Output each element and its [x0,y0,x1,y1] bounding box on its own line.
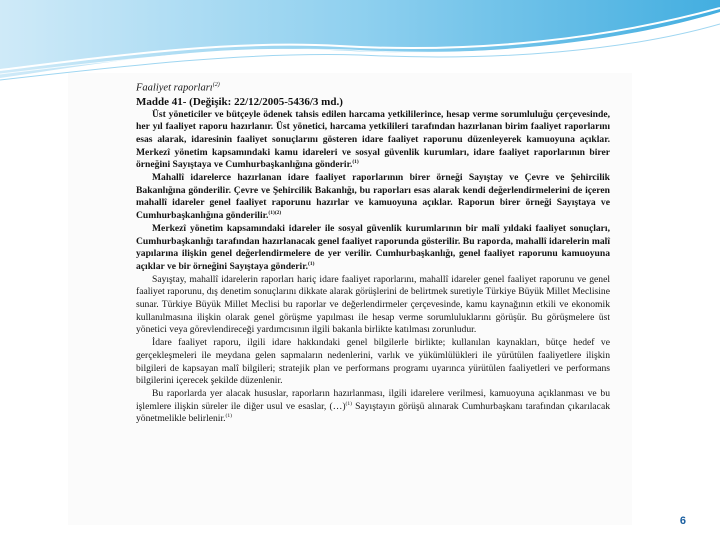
scanned-document [68,73,632,525]
page-number: 6 [679,515,686,527]
article-title: Madde 41- (Değişik: 22/12/2005-5436/3 md.) [136,95,343,108]
heading-italic: Faaliyet raporları$^{(2)}$ [136,82,220,94]
paragraph-2: Mahallî idarelerce hazırlanan idare faaliyet raporlarının birer örneği Sayıştay ve Çevre ve Şehircilik Bakanlığına gönderilir. Çevre ve Şehircilik Bakanlığı, bu raporları esas alarak kendi değerlendirmelerini de içeren mahallî idareler genel faaliyet raporunu hazırlar ve kamuoyuna açıklar. Raporun birer örneği Sayıştaya ve Cumhurbaşkanlığına gönderilir.$^{(1)(2)}$ [136,172,610,222]
paragraph-3: Merkezî yönetim kapsamındaki idareler ile sosyal güvenlik kurumlarının bir malî yıldaki faaliyet sonuçları, Cumhurbaşkanlığı tarafından hazırlanacak genel faaliyet raporunda gösterilir. Bu raporda, mahallî idarelerin malî yapılarına ilişkin genel değerlendirmelere de yer verilir. Cumhurbaşkanlığı, genel faaliyet raporunu kamuoyuna açıklar ve bir örneğini Sayıştaya gönderir.$^{(1)}$ [136,222,610,272]
paragraph-6: Bu raporlarda yer alacak hususlar, raporların hazırlanması, ilgili idarelere verilmesi, kamuoyuna açıklanması ve bu işlemlere ilişkin süreler ile diğer usul ve esaslar, (…)$^{(1)}$ Sayıştayın görüşü alınarak Cumhurbaşkanı tarafından çıkarılacak yönetmelikle belirlenir.$^{(1)}$ [136,387,610,425]
paragraph-5: İdare faaliyet raporu, ilgili idare hakkındaki genel bilgilerle birlikte; kullanılan kaynakları, bütçe hedef ve gerçekleşmeleri ile meydana gelen sapmaların nedenlerini, varlık ve yükümlülükleri ile yürütülen faaliyetlere ilişkin bilgileri de kapsayan malî bilgileri; stratejik plan ve performans programı uyarınca yürütülen faaliyetleri ve performans bilgilerini içerecek şekilde düzenlenir. [136,337,610,387]
paragraph-4: Sayıştay, mahallî idarelerin raporları hariç idare faaliyet raporlarını, mahallî idareler genel faaliyet raporunu ve genel faaliyet raporunu, dış denetim sonuçlarını dikkate alarak görüşlerini de belirtmek suretiyle Türkiye Büyük Millet Meclisine sunar. Türkiye Büyük Millet Meclisi bu raporlar ve değerlendirmeler çerçevesinde, kamu kaynağının etkili ve ekonomik kullanılmasına ilişkin olarak genel görüşme yapılması ile hesap verme sorumluluklarını görüşür. Bu görüşmelere üst yönetici veya görevlendireceği yardımcısının ilgili bakanla birlikte katılması zorunludur. [136,273,610,336]
paragraph-1: Üst yöneticiler ve bütçeyle ödenek tahsis edilen harcama yetkililerince, hesap verme sorumluluğu çerçevesinde, her yıl faaliyet raporu hazırlanır. Üst yönetici, harcama yetkilileri tarafından hazırlanan birim faaliyet raporlarını esas alarak, idaresinin faaliyet sonuçlarını gösteren idare faaliyet raporunu düzenleyerek kamuoyuna açıklar. Merkezî yönetim kapsamındaki kamu idareleri ve sosyal güvenlik kurumları, idare faaliyet raporlarının birer örneğini Sayıştaya ve Cumhurbaşkanlığına gönderir.$^{(1)}$ [136,108,610,171]
